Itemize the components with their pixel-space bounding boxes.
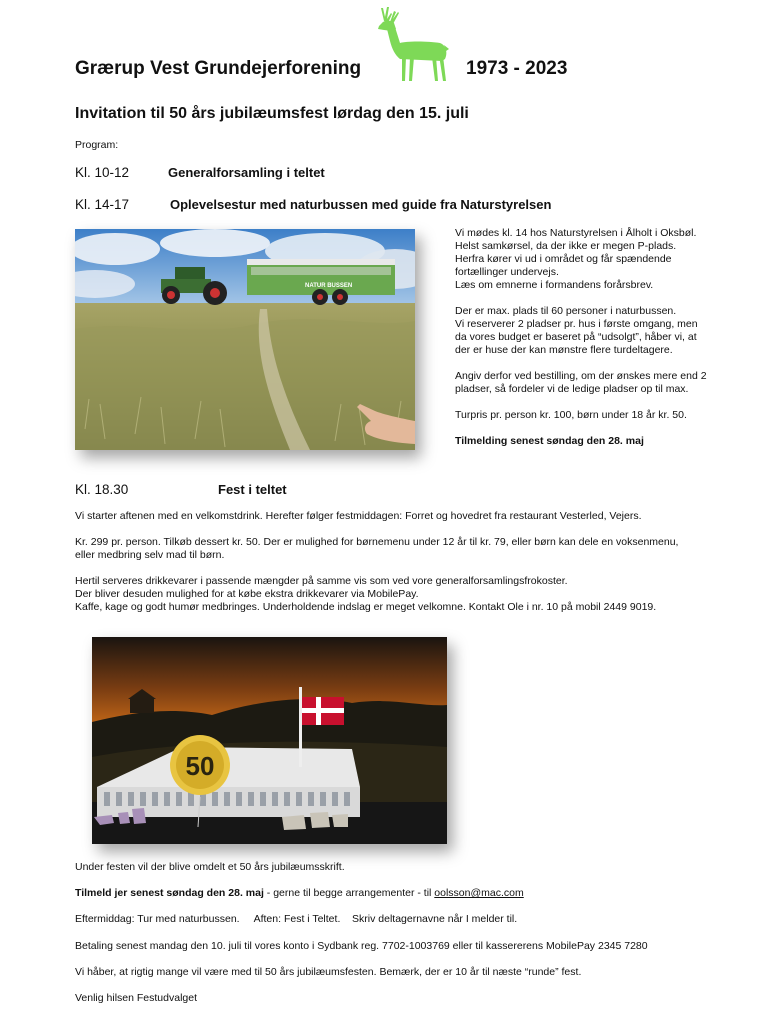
bus-info-line: Angiv derfor ved bestilling, om der ønskes mere end 2	[455, 370, 707, 382]
program-time-1: Kl. 10-12	[75, 165, 130, 180]
program-time-2: Kl. 14-17	[75, 197, 130, 212]
signature: Venlig hilsen Festudvalget	[75, 992, 197, 1004]
registration-text: - gerne til begge arrangementer - til	[263, 887, 435, 899]
registration-line	[75, 887, 524, 900]
bus-info-line: da vores budget er baseret på “udsolgt”, håber vi, at	[455, 331, 697, 343]
email-link[interactable]: oolsson@mac.com	[434, 887, 524, 899]
program-title-2: Oplevelsestur med naturbussen med guide fra Naturstyrelsen	[170, 197, 552, 212]
fest-paragraph: Vi starter aftenen med en velkomstdrink. Herefter følger festmiddagen: Forret og hovedret fra restaurant Vesterled, Vejers.	[75, 510, 642, 522]
registration-deadline-bold: Tilmeld jer senest søndag den 28. maj	[75, 887, 264, 899]
bus-info-text	[455, 227, 755, 461]
closing-note: Vi håber, at rigtig mange vil være med til 50 års jubilæumsfesten. Bemærk, der er 10 år til næste “runde” fest.	[75, 966, 582, 978]
program-label: Program:	[75, 139, 119, 151]
party-tent-photo	[92, 637, 447, 844]
jubilee-booklet-note: Under festen vil der blive omdelt et 50 års jubilæumsskrift.	[75, 861, 345, 873]
fest-paragraph: Hertil serveres drikkevarer i passende mængder på samme vis som ved vore generalforsamlingsfrokoster.	[75, 575, 568, 587]
balloon-number: 50	[185, 751, 215, 781]
years: 1973 - 2023	[466, 58, 568, 79]
bus-sign: NATUR BUSSEN	[305, 283, 353, 289]
fest-paragraph: eller medbring selv mad til børn.	[75, 549, 225, 561]
program-title-3: Fest i teltet	[218, 482, 287, 497]
registration-deadline: Tilmelding senest søndag den 28. maj	[455, 435, 644, 447]
bus-info-line: Helst samkørsel, da der ikke er megen P-plads.	[455, 240, 677, 252]
bus-info-line: Vi reserverer 2 pladser pr. hus i første omgang, men	[455, 318, 698, 330]
bus-info-line: Vi mødes kl. 14 hos Naturstyrelsen i Ålholt i Oksbøl.	[455, 227, 697, 239]
bus-info-line: Herfra kører vi ud i området og får spændende	[455, 253, 672, 265]
program-time-3: Kl. 18.30	[75, 482, 129, 497]
invitation-heading: Invitation til 50 års jubilæumsfest lørdag den 15. juli	[75, 105, 469, 122]
nature-bus-photo	[75, 229, 415, 450]
bus-info-line: Der er max. plads til 60 personer i naturbussen.	[455, 305, 677, 317]
tour-price: Turpris pr. person kr. 100, børn under 18 år kr. 50.	[455, 409, 687, 421]
schedule-summary: Eftermiddag: Tur med naturbussen. Aften: Fest i Teltet. Skriv deltagernavne når I melder til.	[75, 913, 518, 925]
fest-paragraph: Kaffe, kage og godt humør medbringes. Underholdende indslag er meget velkomne. Kontakt Ole i nr. 10 på mobil 2449 9019.	[75, 601, 657, 613]
bus-info-line: der er huse der kan mønstre flere turdeltagere.	[455, 344, 673, 356]
bus-info-line: Læs om emnerne i formandens forårsbrev.	[455, 279, 654, 291]
fest-paragraph: Kr. 299 pr. person. Tilkøb dessert kr. 50. Der er mulighed for børnemenu under 12 år til kr. 79, eller børn kan dele en voksenmenu,	[75, 536, 679, 548]
program-title-1: Generalforsamling i teltet	[168, 165, 325, 180]
page-title: Grærup Vest Grundejerforening	[75, 58, 362, 79]
bus-info-line: pladser, så fordeler vi de ledige pladser op til max.	[455, 383, 689, 395]
fest-paragraph: Der bliver desuden mulighed for at købe ekstra drikkevarer via MobilePay.	[75, 588, 419, 600]
fest-text	[75, 510, 765, 627]
bus-info-line: fortællinger undervejs.	[455, 266, 559, 278]
deer-icon	[370, 3, 452, 85]
payment-info: Betaling senest mandag den 10. juli til vores konto i Sydbank reg. 7702-1003769 eller til kassererens MobilePay 2345 7280	[75, 940, 648, 952]
